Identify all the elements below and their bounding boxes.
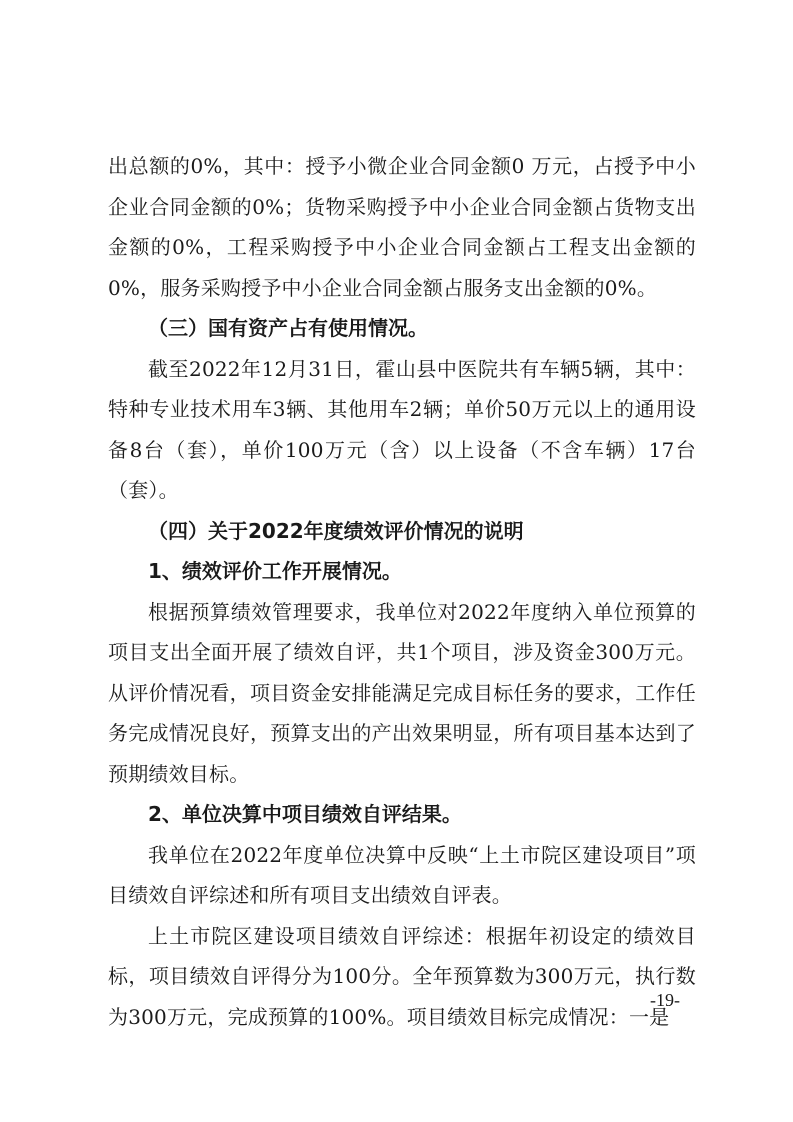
heading-performance-evaluation: （四）关于2022年度绩效评价情况的说明	[148, 518, 524, 543]
subheading-evaluation-work: 1、绩效评价工作开展情况。	[148, 559, 402, 583]
document-page	[108, 146, 696, 1037]
subheading-self-evaluation-results: 2、单位决算中项目绩效自评结果。	[148, 802, 462, 826]
paragraph-state-assets: 截至2022年12月31日，霍山县中医院共有车辆5辆，其中：特种专业技术用车3辆、其他用车2辆；单价50万元以上的通用设备8台（套），单价100万元（含）以上设备（不含车辆）17台（套）。	[108, 356, 696, 502]
heading-state-assets: （三）国有资产占有使用情况。	[148, 316, 428, 340]
paragraph-project-summary: 上土市院区建设项目绩效自评综述：根据年初设定的绩效目标，项目绩效自评得分为100分。全年预算数为300万元，执行数为300万元，完成预算的100%。项目绩效目标完成情况：一是	[108, 923, 696, 1029]
paragraph-self-evaluation-results: 我单位在2022年度单位决算中反映“上土市院区建设项目”项目绩效自评综述和所有项目支出绩效自评表。	[108, 842, 696, 907]
paragraph-evaluation-work: 根据预算绩效管理要求，我单位对2022年度纳入单位预算的项目支出全面开展了绩效自评，共1个项目，涉及资金300万元。从评价情况看，项目资金安排能满足完成目标任务的要求，工作任务完成情况良好，预算支出的产出效果明显，所有项目基本达到了预期绩效目标。	[108, 599, 696, 786]
page-number: -19-	[650, 990, 680, 1010]
paragraph-procurement-summary: 出总额的0%，其中：授予小微企业合同金额0 万元，占授予中小企业合同金额的0%；货物采购授予中小企业合同金额占货物支出金额的0%，工程采购授予中小企业合同金额占工程支出金额的0%，服务采购授予中小企业合同金额占服务支出金额的0%。	[108, 154, 696, 300]
